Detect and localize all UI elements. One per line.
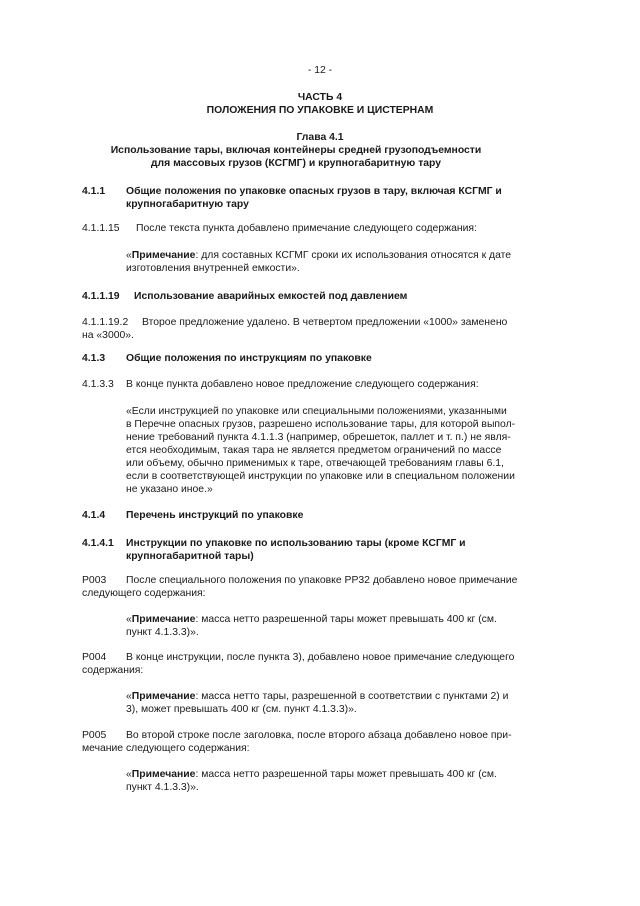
note-p005: «Примечание: масса нетто разрешенной тары может превышать 400 кг (см. пункт 4.1.3.3)». <box>126 769 497 793</box>
chapter-label: Глава 4.1 <box>296 132 344 143</box>
section-4-1-4-number: 4.1.4 <box>82 510 106 521</box>
note-label: Примечание <box>131 250 196 261</box>
note-4-1-1-15: «Примечание: для составных КСГМГ сроки их использования относятся к дате изготовления внутренней емкости». <box>126 250 512 274</box>
note-label: Примечание <box>131 769 196 780</box>
section-4-1-1-19-heading: Использование аварийных емкостей под давлением <box>134 291 408 302</box>
section-4-1-3-heading: Общие положения по инструкциям по упаковке <box>126 353 372 364</box>
section-4-1-4-1-number: 4.1.4.1 <box>82 538 114 549</box>
paragraph-4-1-3-3: 4.1.3.3 В конце пункта добавлено новое предложение следующего содержания: <box>82 379 479 390</box>
note-label: Примечание <box>131 691 196 702</box>
part-label: ЧАСТЬ 4 <box>297 92 343 103</box>
section-4-1-4-1-heading: Инструкции по упаковке по использованию тары (кроме КСГМГ и крупногабаритной тары) <box>126 538 466 562</box>
section-4-1-4-heading: Перечень инструкций по упаковке <box>126 510 304 521</box>
page-number: - 12 - <box>307 65 333 76</box>
chapter-title-line2: для массовых грузов (КСГМГ) и крупногабаритную тару <box>150 158 442 169</box>
section-4-1-1-heading: Общие положения по упаковке опасных грузов в тару, включая КСГМГ и крупногабаритную тару <box>126 186 502 210</box>
paragraph-p005: P005 Во второй строке после заголовка, после второго абзаца добавлено новое при- мечание следующего содержания: <box>82 730 512 754</box>
section-4-1-1-number: 4.1.1 <box>82 186 106 197</box>
paragraph-p003: P003 После специального положения по упаковке PP32 добавлено новое примечание следующего содержания: <box>82 575 518 599</box>
part-title: ПОЛОЖЕНИЯ ПО УПАКОВКЕ И ЦИСТЕРНАМ <box>206 105 434 116</box>
note-p003: «Примечание: масса нетто разрешенной тары может превышать 400 кг (см. пункт 4.1.3.3)». <box>126 614 497 638</box>
chapter-title-line1: Использование тары, включая контейнеры средней грузоподъемности <box>110 145 482 156</box>
section-4-1-1-19-number: 4.1.1.19 <box>82 291 120 302</box>
section-4-1-3-number: 4.1.3 <box>82 353 106 364</box>
quote-4-1-3-3: «Если инструкцией по упаковке или специальными положениями, указанными в Перечне опасных грузов, разрешено использование тары, для которой выпол- нение требований пункта 4.1.1.3 (например, обрешеток, паллет и т. п.) не явля- ется необходимым, такая тара не является предметом ограничений по массе или объему, обычно применимых к таре, отвечающей требованиям главы 6.1, если в соответствующей инструкции по упаковке или в специальном положении не указано иное.» <box>126 406 516 495</box>
paragraph-4-1-1-15: 4.1.1.15 После текста пункта добавлено примечание следующего содержания: <box>82 223 477 234</box>
note-label: Примечание <box>131 614 196 625</box>
paragraph-4-1-1-19-2: 4.1.1.19.2 Второе предложение удалено. В четвертом предложении «1000» заменено на «3000». <box>82 317 508 341</box>
note-p004: «Примечание: масса нетто тары, разрешенной в соответствии с пунктами 2) и 3), может превышать 400 кг (см. пункт 4.1.3.3)». <box>126 691 509 715</box>
paragraph-p004: P004 В конце инструкции, после пункта 3), добавлено новое примечание следующего содержания: <box>82 652 515 676</box>
